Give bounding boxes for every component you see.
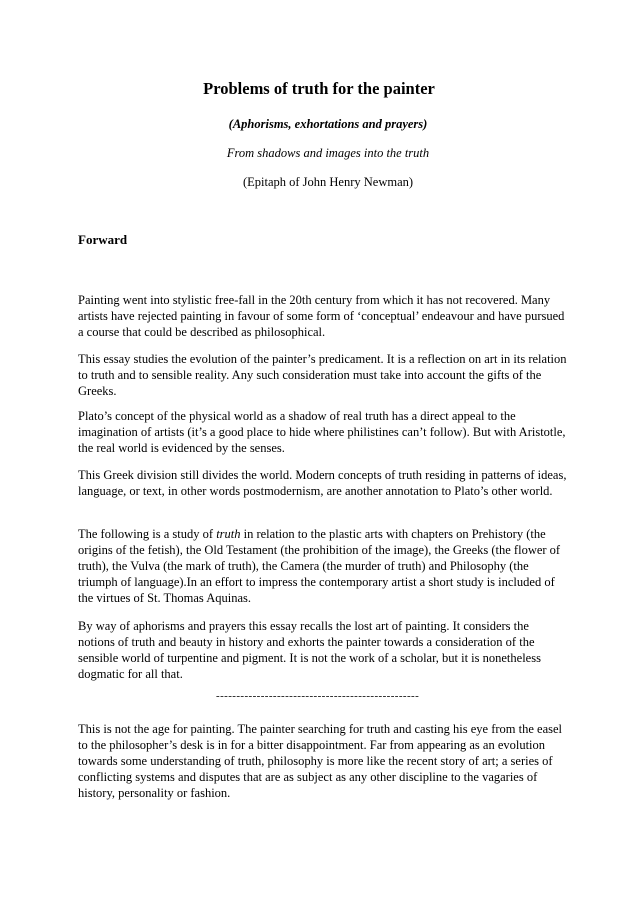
emphasized-word: truth (216, 527, 241, 541)
paragraph: This is not the age for painting. The painter searching for truth and casting his eye from the easel to the philosopher’s desk is in for a bitter disappointment. Far from appearing as an evolution towards some understanding of truth, philosophy is more like the recent story of art; a series of conflicting systems and disputes that are as subject as any other discipline to the vagaries of history, personality or fashion. (78, 722, 562, 800)
paragraph-text: The following is a study of (78, 527, 217, 541)
paragraph: This Greek division still divides the world. Modern concepts of truth residing in patterns of ideas, language, or text, in other words postmodernism, are another annotation to Plato’s other world. (78, 468, 567, 498)
paragraph: Painting went into stylistic free-fall in the 20th century from which it has not recovered. Many artists have rejected painting in favour of some form of ‘conceptual’ endeavour and have pursued a course that could be described as philosophical. (78, 293, 565, 339)
document-subtitle: (Aphorisms, exhortations and prayers) (228, 117, 428, 131)
document-epitaph: (Epitaph of John Henry Newman) (242, 175, 414, 189)
section-heading: Forward (78, 232, 128, 247)
paragraph: By way of aphorisms and prayers this essay recalls the lost art of painting. It considers the notions of truth and beauty in history and exhorts the painter towards a consideration of the sensible world of turpentine and pigment. It is not the work of a scholar, but it is nonetheless dogmatic for all that. (78, 619, 541, 681)
paragraph-text: in relation to the plastic arts with chapters on Prehistory (the origins of the fetish), the Old Testament (the prohibition of the image), the Greeks (the flower of truth), the Vulva (the mark of truth), the Camera (the murder of truth) and Philosophy (the triumph of language).In an effort to impress the contemporary artist a short study is included of the virtues of St. Thomas Aquinas. (78, 527, 561, 605)
document-title: Problems of truth for the painter (203, 79, 435, 98)
paragraph: Plato’s concept of the physical world as a shadow of real truth has a direct appeal to the imagination of artists (it’s a good place to hide where philistines can’t follow). But with Aristotle, the real world is evidenced by the senses. (78, 409, 566, 455)
document-motto: From shadows and images into the truth (226, 146, 430, 160)
paragraph: This essay studies the evolution of the painter’s predicament. It is a reflection on art in its relation to truth and to sensible reality. Any such consideration must take into account the gifts of the Greeks. (78, 352, 567, 398)
paragraph (78, 526, 568, 606)
section-separator: -------------------------------------------------- (216, 690, 420, 702)
